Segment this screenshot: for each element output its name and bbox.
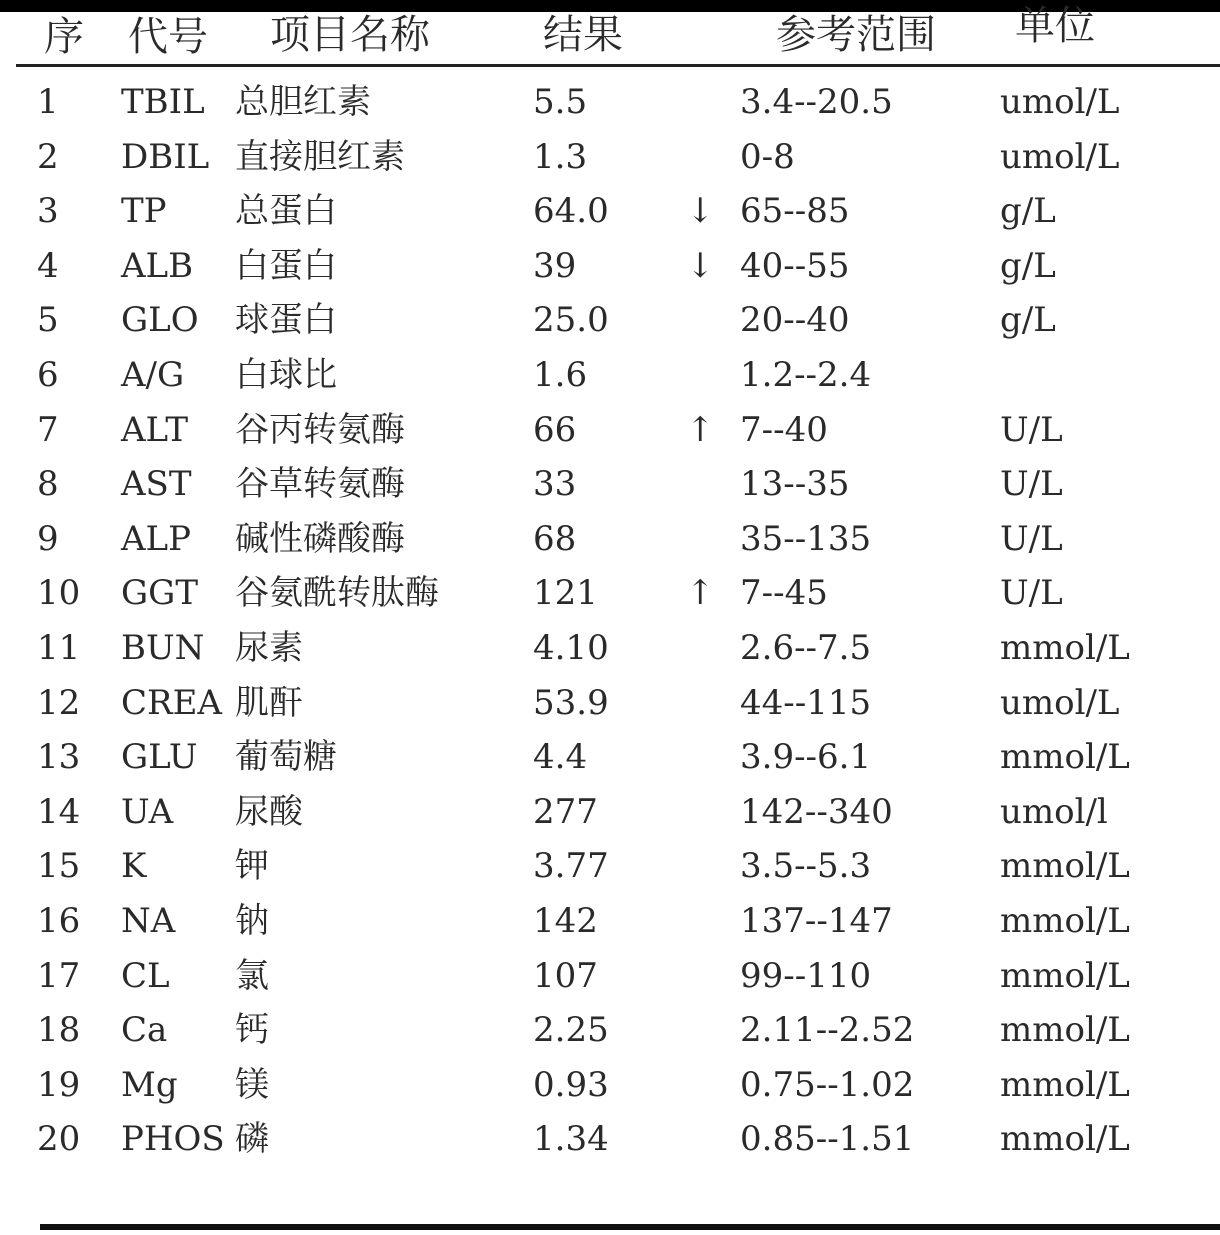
row-code: BUN xyxy=(121,627,205,668)
row-reference-range: 7--40 xyxy=(740,409,828,450)
row-unit: U/L xyxy=(1000,518,1063,559)
row-unit: mmol/L xyxy=(1000,846,1130,887)
table-row xyxy=(0,238,1220,293)
row-seq: 11 xyxy=(37,627,81,668)
row-item-name: 钾 xyxy=(235,846,269,887)
table-row xyxy=(0,620,1220,675)
row-result: 1.3 xyxy=(533,136,588,177)
row-reference-range: 13--35 xyxy=(740,464,850,505)
row-code: Mg xyxy=(121,1064,178,1105)
header-range: 参考范围 xyxy=(776,12,936,58)
row-reference-range: 44--115 xyxy=(740,682,872,723)
row-result: 5.5 xyxy=(533,82,588,122)
row-result: 0.93 xyxy=(533,1064,609,1105)
row-seq: 20 xyxy=(37,1119,81,1160)
row-code: UA xyxy=(121,791,174,832)
row-result: 68 xyxy=(533,518,577,559)
table-row xyxy=(0,948,1220,1003)
table-row xyxy=(0,456,1220,511)
row-result: 39 xyxy=(533,245,577,286)
row-item-name: 磷 xyxy=(235,1119,269,1160)
row-reference-range: 65--85 xyxy=(740,191,850,232)
row-item-name: 白蛋白 xyxy=(235,245,337,286)
row-unit: umol/L xyxy=(1000,136,1120,177)
row-seq: 4 xyxy=(37,245,59,286)
row-reference-range: 0-8 xyxy=(740,136,795,177)
row-code: CREA xyxy=(121,682,222,723)
table-row xyxy=(0,183,1220,238)
row-abnormal-flag: ↓ xyxy=(686,245,715,286)
row-seq: 8 xyxy=(37,464,59,505)
row-code: A/G xyxy=(121,354,185,395)
row-reference-range: 0.75--1.02 xyxy=(740,1064,915,1105)
row-seq: 10 xyxy=(37,573,81,614)
header-name: 项目名称 xyxy=(270,12,430,58)
row-code: GGT xyxy=(121,573,198,614)
table-row xyxy=(0,511,1220,566)
row-abnormal-flag: ↑ xyxy=(686,573,715,614)
row-result: 2.25 xyxy=(533,1010,609,1051)
row-result: 1.34 xyxy=(533,1119,609,1160)
row-unit: mmol/L xyxy=(1000,1010,1130,1051)
row-result: 25.0 xyxy=(533,300,609,341)
row-seq: 15 xyxy=(37,846,81,887)
row-reference-range: 2.6--7.5 xyxy=(740,627,872,668)
row-code: CL xyxy=(121,955,170,996)
row-seq: 19 xyxy=(37,1064,81,1105)
row-reference-range: 0.85--1.51 xyxy=(740,1119,915,1160)
row-unit: mmol/L xyxy=(1000,955,1130,996)
row-result: 142 xyxy=(533,900,598,941)
row-item-name: 球蛋白 xyxy=(235,300,337,341)
row-result: 4.10 xyxy=(533,627,609,668)
row-code: K xyxy=(121,846,147,887)
row-item-name: 谷丙转氨酶 xyxy=(235,409,405,450)
row-code: TBIL xyxy=(121,82,205,122)
row-reference-range: 99--110 xyxy=(740,955,872,996)
row-unit: g/L xyxy=(1000,300,1056,341)
table-row xyxy=(0,784,1220,839)
row-abnormal-flag: ↑ xyxy=(686,409,715,450)
header-divider xyxy=(16,64,1220,67)
row-reference-range: 2.11--2.52 xyxy=(740,1010,915,1051)
row-code: GLU xyxy=(121,737,198,778)
results-table-body xyxy=(0,74,1220,1166)
row-unit: U/L xyxy=(1000,409,1063,450)
row-code: AST xyxy=(121,464,192,505)
table-row xyxy=(0,1057,1220,1112)
table-row xyxy=(0,402,1220,457)
row-code: GLO xyxy=(121,300,199,341)
row-item-name: 镁 xyxy=(235,1064,269,1105)
row-item-name: 钙 xyxy=(235,1010,269,1051)
row-unit: U/L xyxy=(1000,464,1063,505)
row-unit: mmol/L xyxy=(1000,900,1130,941)
table-row xyxy=(0,893,1220,948)
row-unit: mmol/L xyxy=(1000,737,1130,778)
row-seq: 7 xyxy=(37,409,59,450)
row-seq: 2 xyxy=(37,136,59,177)
row-code: DBIL xyxy=(121,136,210,177)
row-reference-range: 3.5--5.3 xyxy=(740,846,872,887)
row-unit: umol/l xyxy=(1000,791,1108,832)
row-result: 3.77 xyxy=(533,846,609,887)
row-unit: mmol/L xyxy=(1000,1119,1130,1160)
table-row xyxy=(0,675,1220,730)
row-seq: 9 xyxy=(37,518,59,559)
row-unit: mmol/L xyxy=(1000,627,1130,668)
header-result: 结果 xyxy=(543,12,623,58)
row-item-name: 氯 xyxy=(235,955,269,996)
table-row xyxy=(0,129,1220,184)
table-header xyxy=(0,0,1220,66)
row-item-name: 谷草转氨酶 xyxy=(235,464,405,505)
row-result: 53.9 xyxy=(533,682,609,723)
row-result: 66 xyxy=(533,409,577,450)
row-item-name: 总胆红素 xyxy=(235,82,371,122)
row-seq: 14 xyxy=(37,791,81,832)
row-code: ALP xyxy=(121,518,192,559)
row-item-name: 尿素 xyxy=(235,627,303,668)
row-code: Ca xyxy=(121,1010,168,1051)
row-seq: 1 xyxy=(37,82,59,122)
row-unit: umol/L xyxy=(1000,682,1120,723)
header-unit: 单位 xyxy=(1015,3,1095,49)
row-result: 121 xyxy=(533,573,598,614)
row-seq: 12 xyxy=(37,682,81,723)
row-seq: 3 xyxy=(37,191,59,232)
row-unit: g/L xyxy=(1000,191,1056,232)
row-result: 1.6 xyxy=(533,354,588,395)
row-item-name: 钠 xyxy=(235,900,269,941)
row-code: NA xyxy=(121,900,176,941)
row-code: PHOS xyxy=(121,1119,225,1160)
row-reference-range: 40--55 xyxy=(740,245,850,286)
row-seq: 13 xyxy=(37,737,81,778)
row-unit: mmol/L xyxy=(1000,1064,1130,1105)
row-item-name: 肌酐 xyxy=(235,682,303,723)
row-reference-range: 35--135 xyxy=(740,518,872,559)
row-unit: umol/L xyxy=(1000,82,1120,122)
row-result: 33 xyxy=(533,464,577,505)
row-result: 277 xyxy=(533,791,598,832)
row-code: ALB xyxy=(121,245,194,286)
row-unit: U/L xyxy=(1000,573,1063,614)
header-seq: 序 xyxy=(44,14,84,60)
row-item-name: 白球比 xyxy=(235,354,337,395)
table-row xyxy=(0,1111,1220,1166)
row-code: ALT xyxy=(121,409,189,450)
row-item-name: 尿酸 xyxy=(235,791,303,832)
row-reference-range: 1.2--2.4 xyxy=(740,354,872,395)
row-item-name: 谷氨酰转肽酶 xyxy=(235,573,439,614)
table-row xyxy=(0,729,1220,784)
row-result: 64.0 xyxy=(533,191,609,232)
table-bottom-rule xyxy=(40,1224,1220,1230)
row-item-name: 总蛋白 xyxy=(235,191,337,232)
table-row xyxy=(0,565,1220,620)
row-item-name: 葡萄糖 xyxy=(235,737,337,778)
table-row xyxy=(0,1002,1220,1057)
row-code: TP xyxy=(121,191,167,232)
row-item-name: 直接胆红素 xyxy=(235,136,405,177)
row-seq: 18 xyxy=(37,1010,81,1051)
table-row xyxy=(0,74,1220,129)
row-seq: 5 xyxy=(37,300,59,341)
row-reference-range: 7--45 xyxy=(740,573,828,614)
row-reference-range: 3.4--20.5 xyxy=(740,82,893,122)
row-seq: 16 xyxy=(37,900,81,941)
row-reference-range: 142--340 xyxy=(740,791,893,832)
table-row xyxy=(0,347,1220,402)
row-result: 107 xyxy=(533,955,598,996)
row-reference-range: 137--147 xyxy=(740,900,893,941)
row-item-name: 碱性磷酸酶 xyxy=(235,518,405,559)
row-reference-range: 3.9--6.1 xyxy=(740,737,872,778)
table-row xyxy=(0,292,1220,347)
table-row xyxy=(0,838,1220,893)
row-result: 4.4 xyxy=(533,737,588,778)
header-code: 代号 xyxy=(128,14,208,60)
row-reference-range: 20--40 xyxy=(740,300,850,341)
row-unit: g/L xyxy=(1000,245,1056,286)
row-seq: 17 xyxy=(37,955,81,996)
row-abnormal-flag: ↓ xyxy=(686,191,715,232)
row-seq: 6 xyxy=(37,354,59,395)
